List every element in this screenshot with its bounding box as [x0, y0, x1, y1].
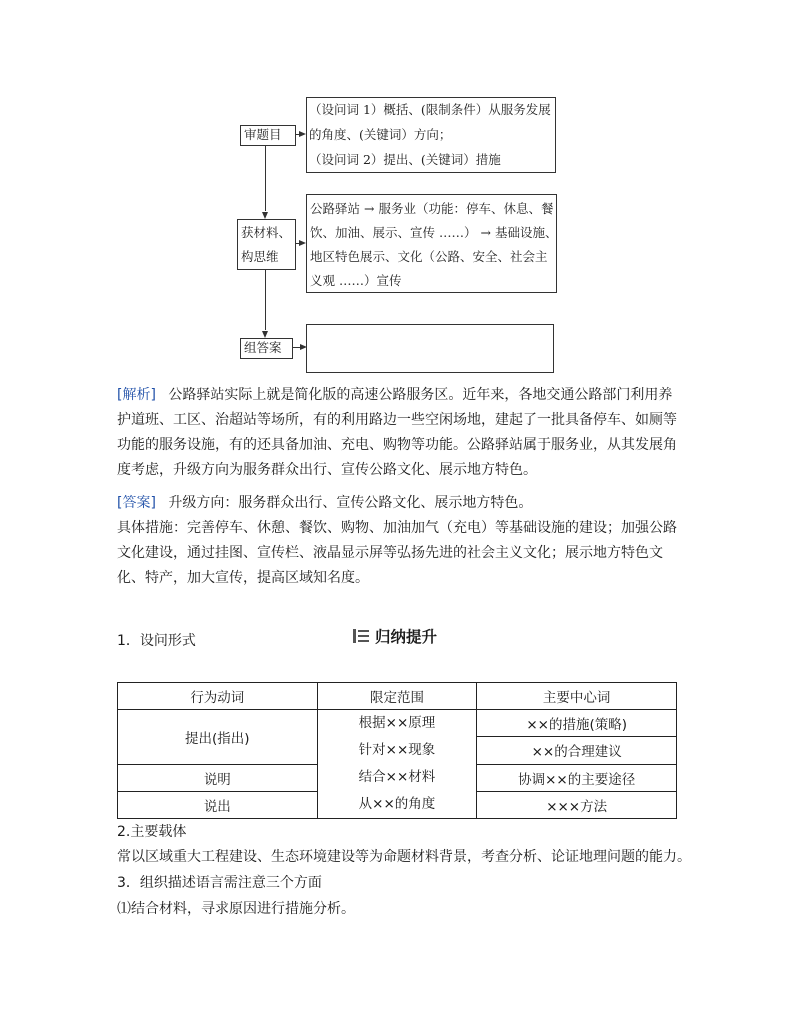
scope-item: 根据××原理 — [358, 715, 436, 731]
box2-text: 基础设施、 — [494, 225, 558, 240]
table-cell-verb: 提出(指出) — [118, 710, 318, 765]
analysis-text: 公路驿站实际上就是简化版的高速公路服务区。近年来，各地交通公路部门利用养护道班、工区、治超站等场所，有的利用路边一些空闲场地，建起了一批具备停车、如厕等功能的服务设施，有的还具备加油、充电、购物等功能。公路驿站属于服务业，从其发展角度考虑，升级方向为服务群众出行、宣传公路文化、展示地方特色。 — [117, 387, 677, 478]
arrow-right-icon: → — [364, 201, 375, 216]
arrow-right-icon — [299, 240, 306, 246]
table-header: 限定范围 — [317, 683, 477, 710]
table-cell-scopes — [317, 710, 477, 819]
scope-item: 结合××材料 — [358, 769, 436, 785]
connector-line — [265, 145, 266, 211]
table-header: 行为动词 — [118, 683, 318, 710]
box2-line — [310, 220, 557, 246]
table-header-row — [118, 683, 677, 710]
summary-heading — [353, 625, 437, 647]
step-label-material-1: 获材料、 — [241, 225, 292, 240]
analysis-tag: [解析] — [117, 387, 156, 403]
section-2-text: 常以区域重大工程建设、生态环境建设等为命题材料背景，考查分析、论证地理问题的能力。 — [117, 849, 691, 865]
question-form-table — [117, 682, 677, 819]
section-1-title: 1．设问形式 — [117, 633, 196, 649]
list-icon — [353, 629, 369, 643]
table-cell-verb: 说明 — [118, 764, 318, 791]
step-label-review: 审题目 — [244, 127, 282, 142]
answer-paragraph — [117, 491, 682, 516]
answer-text: 升级方向：服务群众出行、宣传公路文化、展示地方特色。 — [168, 495, 533, 511]
step-box-material — [237, 219, 296, 270]
table-cell-verb: 说出 — [118, 791, 318, 818]
arrow-right-icon — [299, 131, 306, 137]
content-box-material — [306, 194, 557, 293]
connector-line — [292, 347, 300, 348]
table-cell-center: 协调××的主要途径 — [477, 764, 677, 791]
section-3-title: 3．组织描述语言需注意三个方面 — [117, 875, 322, 891]
box2-text: 公路驿站 — [310, 201, 361, 216]
box1-line: （设问词 2）提出、(关键词）措施 — [309, 152, 501, 167]
table-cell-center: ××的措施(策略) — [477, 710, 677, 737]
content-box-review — [306, 97, 556, 173]
step-box-review — [240, 125, 296, 146]
box1-line: 的角度、(关键词）方向； — [309, 127, 452, 142]
table-cell-center: ×××方法 — [477, 791, 677, 818]
box2-text: 服务业（功能：停车、休息、餐 — [378, 201, 554, 216]
box1-line: （设问词 1）概括、(限制条件）从服务发展 — [309, 102, 551, 117]
measures-paragraph: 具体措施：完善停车、休憩、餐饮、购物、加油加气（充电）等基础设施的建设；加强公路文化建设，通过挂图、宣传栏、液晶显示屏等弘扬先进的社会主义文化；展示地方特色文化、特产，加大宣传，提高区域知名度。 — [117, 520, 677, 586]
table-row — [118, 710, 677, 737]
step-label-answer: 组答案 — [244, 340, 282, 355]
arrow-down-icon — [262, 331, 268, 338]
section-2-title: 2.主要载体 — [117, 824, 187, 840]
scope-item: 从××的角度 — [358, 796, 436, 812]
content-box-answer — [306, 324, 554, 373]
table-cell-center: ××的合理建议 — [477, 737, 677, 764]
scope-item: 针对××现象 — [358, 742, 436, 758]
connector-line — [265, 269, 266, 330]
box2-line: 义观 ……）宣传 — [310, 273, 402, 288]
step-label-material-2: 构思维 — [241, 249, 279, 264]
box2-line: 地区特色展示、文化（公路、安全、社会主 — [310, 249, 548, 264]
step-box-answer — [240, 338, 293, 359]
section-3-item-1: ⑴结合材料，寻求原因进行措施分析。 — [117, 901, 355, 917]
analysis-paragraph — [117, 383, 682, 483]
box2-line — [310, 196, 553, 222]
arrow-down-icon — [262, 212, 268, 219]
table-header: 主要中心词 — [477, 683, 677, 710]
arrow-right-icon: → — [480, 225, 491, 240]
summary-heading-text: 归纳提升 — [375, 628, 438, 646]
box2-text: 饮、加油、展示、宣传 ……） — [310, 225, 477, 240]
answer-tag: [答案] — [117, 495, 156, 511]
